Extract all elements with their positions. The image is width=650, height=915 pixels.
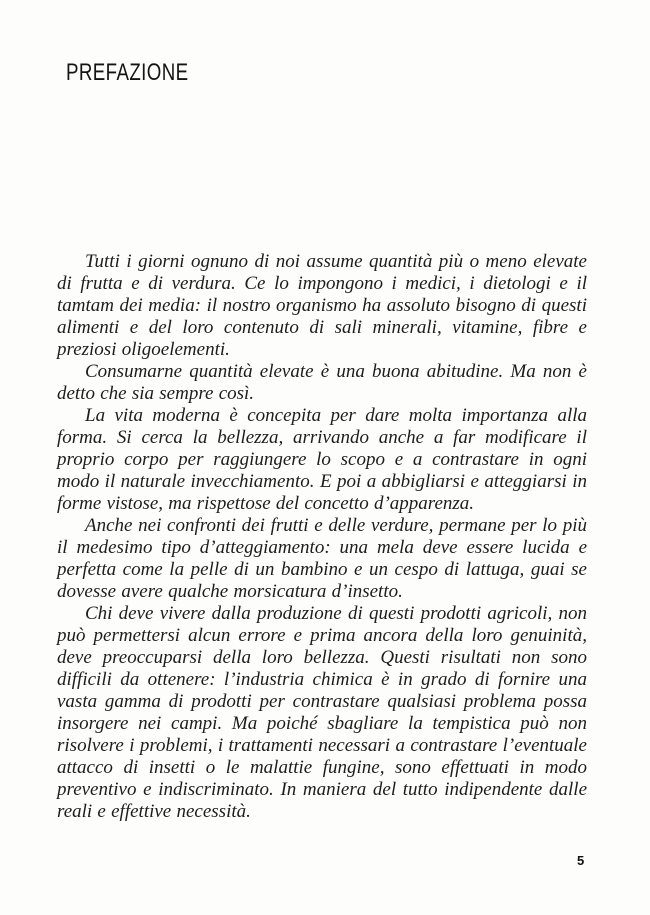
paragraph: Anche nei confronti dei frutti e delle verdure, permane per lo più il medesimo tipo d’atteggiamento: una mela deve essere lucida e perfetta come la pelle di un bambino e un cespo di lattuga, guai se dovesse avere qualche morsicatura d’insetto.: [57, 515, 587, 602]
page-title: PREFAZIONE: [66, 59, 189, 86]
paragraph: Chi deve vivere dalla produzione di questi prodotti agricoli, non può permettersi alcun errore e prima ancora della loro genuinità, deve preoccuparsi della loro bellezza. Questi risultati non sono difficili da ottenere: l’industria chimica è in grado di fornire una vasta gamma di prodotti per contrastare qualsiasi problema possa insorgere nei campi. Ma poiché sbagliare la tempistica può non risolvere i problemi, i trattamenti necessari a contrastare l’eventuale attacco di insetti o le malattie fungine, sono effettuati in modo preventivo e indiscriminato. In maniera del tutto indipendente dalle reali e effettive necessità.: [57, 603, 587, 822]
page-number: 5: [577, 853, 585, 868]
paragraph: La vita moderna è concepita per dare molta importanza alla forma. Si cerca la bellezza, arrivando anche a far modificare il proprio corpo per raggiungere lo scopo e a contrastare in ogni modo il naturale invecchiamento. E poi a abbigliarsi e atteggiarsi in forme vistose, ma rispettose del concetto d’apparenza.: [57, 405, 587, 514]
paragraph: Tutti i giorni ognuno di noi assume quantità più o meno elevate di frutta e di verdura. Ce lo impongono i medici, i dietologi e il tamtam dei media: il nostro organismo ha assoluto bisogno di questi alimenti e del loro contenuto di sali minerali, vitamine, fibre e preziosi oligoelementi.: [57, 251, 587, 360]
paragraph: Consumarne quantità elevate è una buona abitudine. Ma non è detto che sia sempre così.: [57, 361, 587, 404]
body-text: [57, 251, 587, 823]
